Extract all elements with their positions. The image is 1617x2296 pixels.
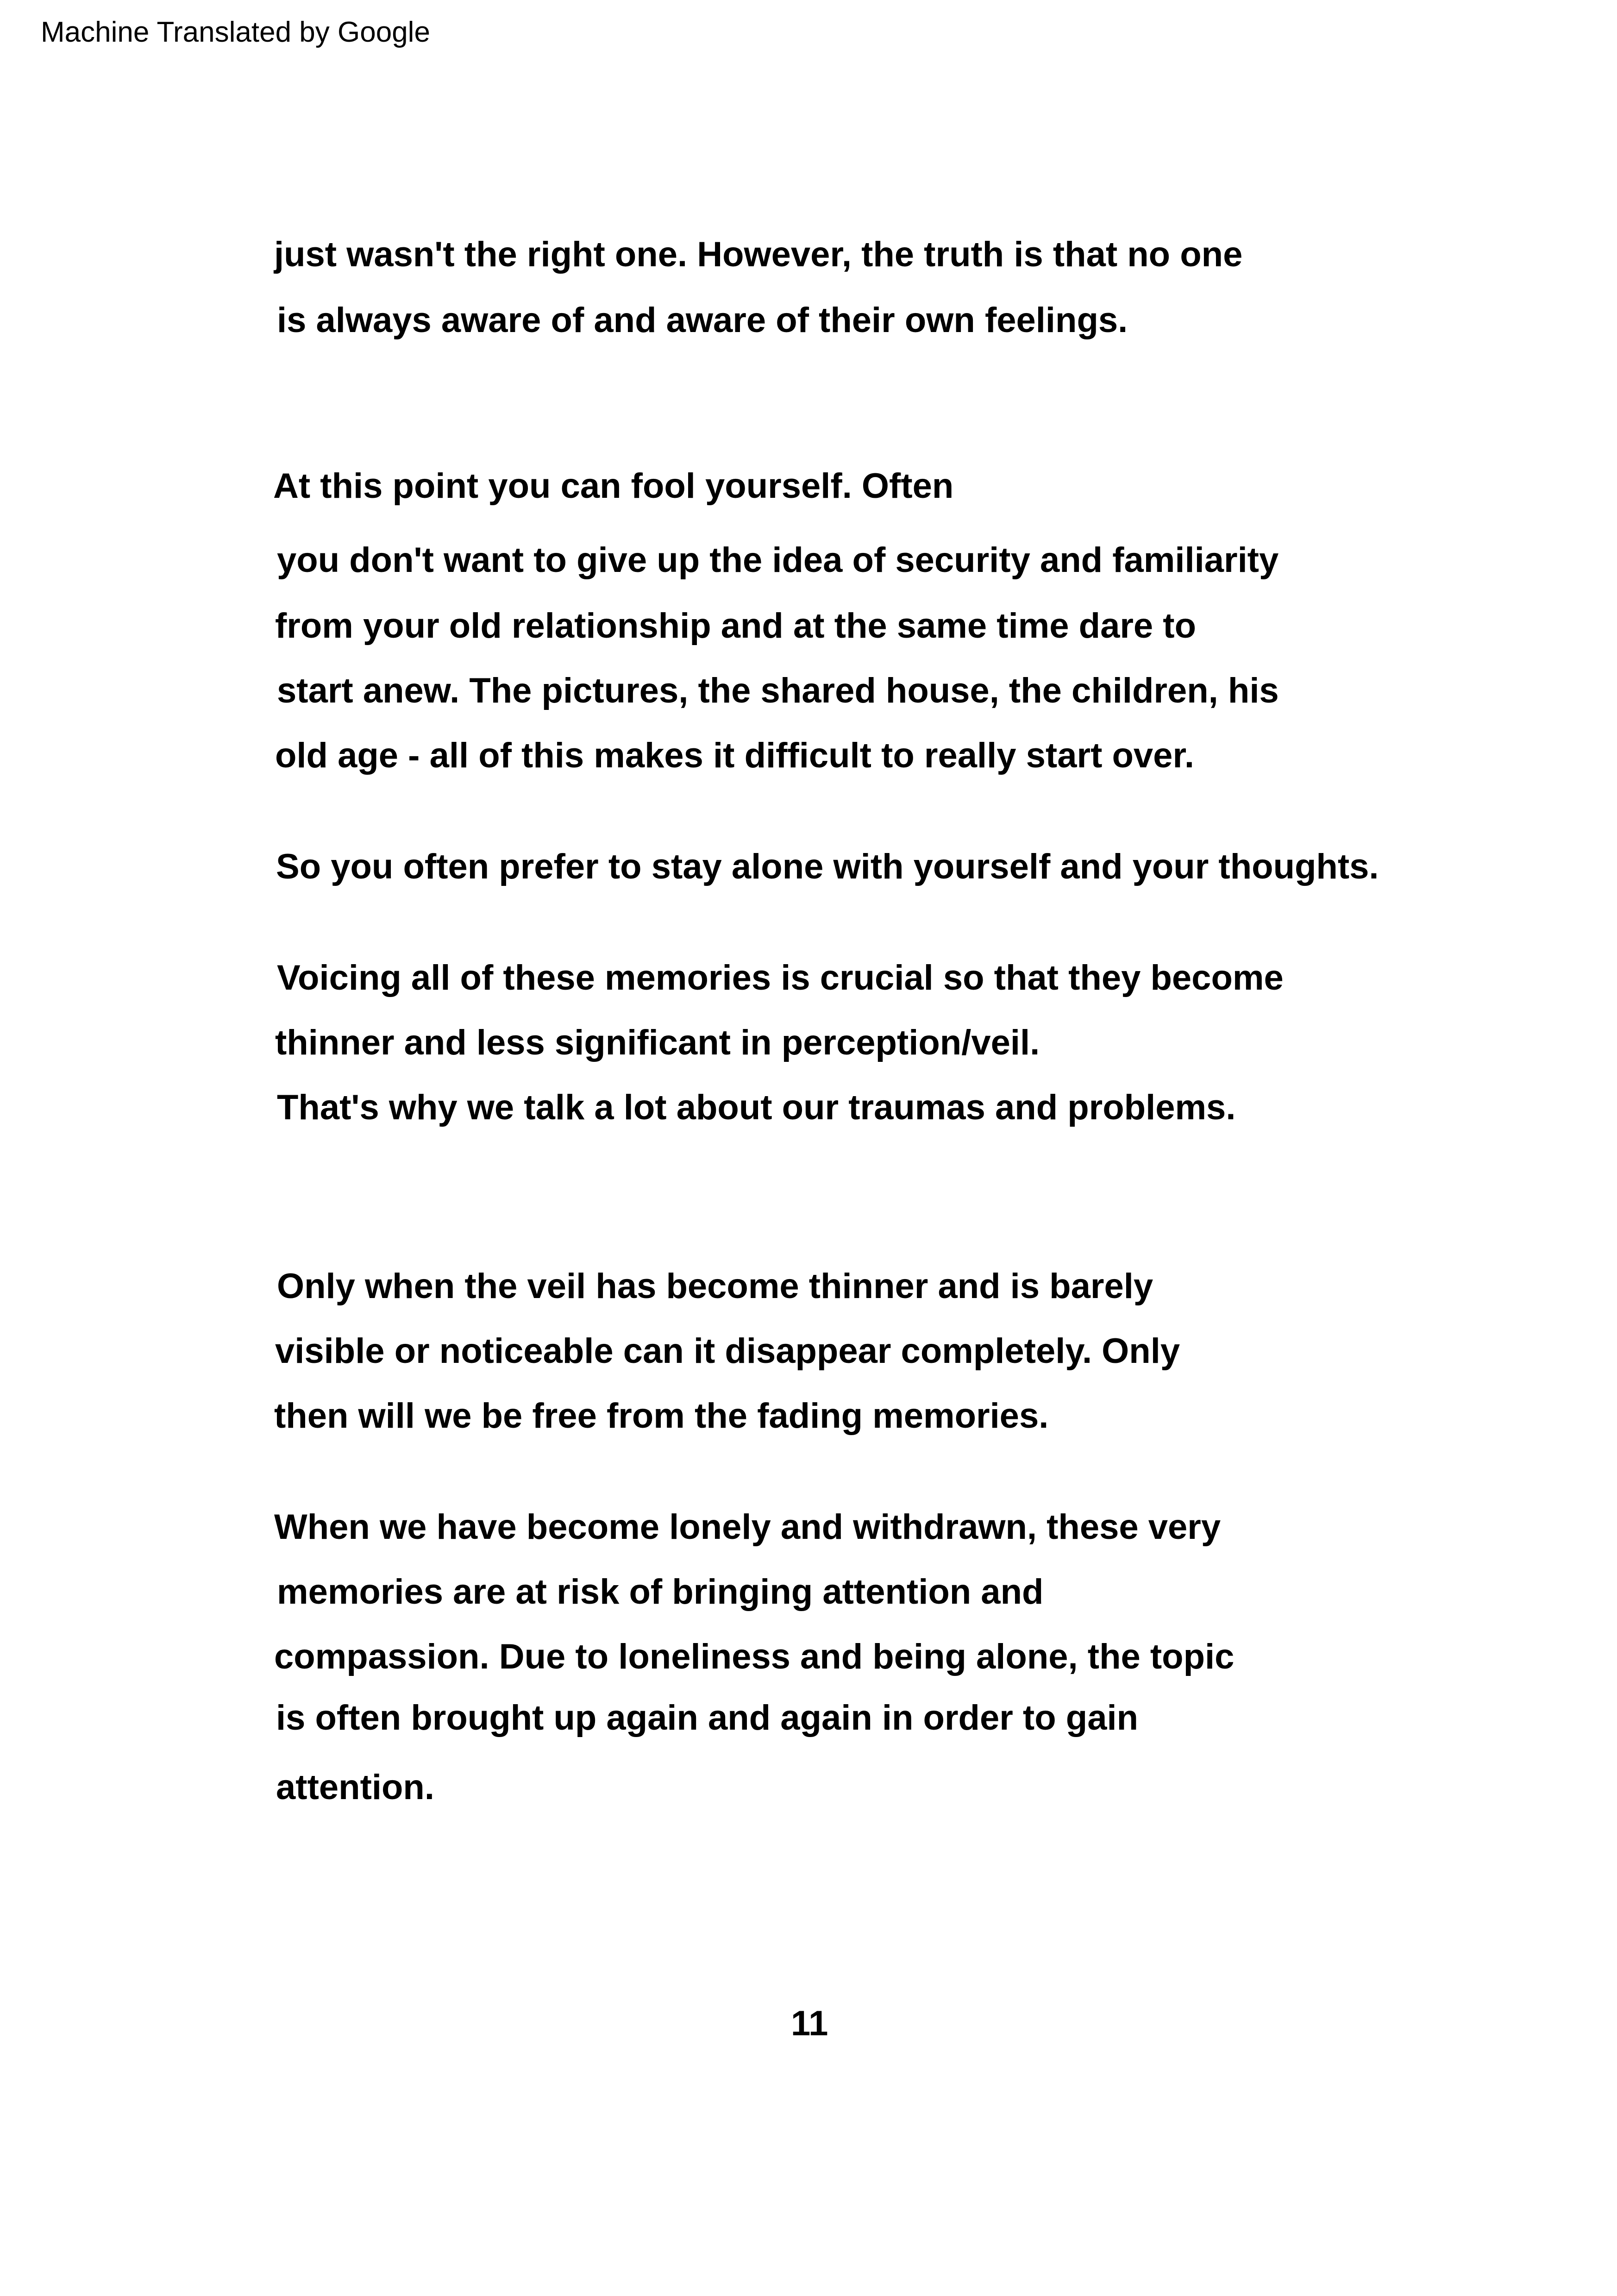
text-line: start anew. The pictures, the shared house, the children, his [277, 671, 1279, 710]
text-line: At this point you can fool yourself. Often [273, 466, 954, 506]
text-line: memories are at risk of bringing attention and [277, 1572, 1044, 1612]
text-line: attention. [276, 1768, 434, 1807]
text-line: compassion. Due to loneliness and being alone, the topic [274, 1637, 1235, 1676]
text-line: you don't want to give up the idea of security and familiarity [277, 540, 1279, 580]
text-line: then will we be free from the fading memories. [274, 1396, 1049, 1436]
machine-translation-note: Machine Translated by Google [41, 16, 430, 48]
text-line: When we have become lonely and withdrawn, these very [274, 1507, 1221, 1547]
text-line: That's why we talk a lot about our traumas and problems. [277, 1088, 1236, 1127]
text-line: visible or noticeable can it disappear completely. Only [275, 1331, 1180, 1371]
page-number: 11 [791, 2004, 828, 2043]
text-line: old age - all of this makes it difficult to really start over. [275, 736, 1194, 775]
text-line: is always aware of and aware of their own feelings. [277, 301, 1128, 340]
text-line: Voicing all of these memories is crucial so that they become [277, 958, 1284, 997]
text-line: from your old relationship and at the same time dare to [275, 606, 1197, 646]
text-line: is often brought up again and again in order to gain [276, 1698, 1138, 1738]
text-line: just wasn't the right one. However, the truth is that no one [274, 235, 1243, 274]
text-line: Only when the veil has become thinner and is barely [277, 1267, 1153, 1306]
text-line: thinner and less significant in perception/veil. [275, 1023, 1040, 1062]
text-line: So you often prefer to stay alone with yourself and your thoughts. [276, 847, 1379, 886]
